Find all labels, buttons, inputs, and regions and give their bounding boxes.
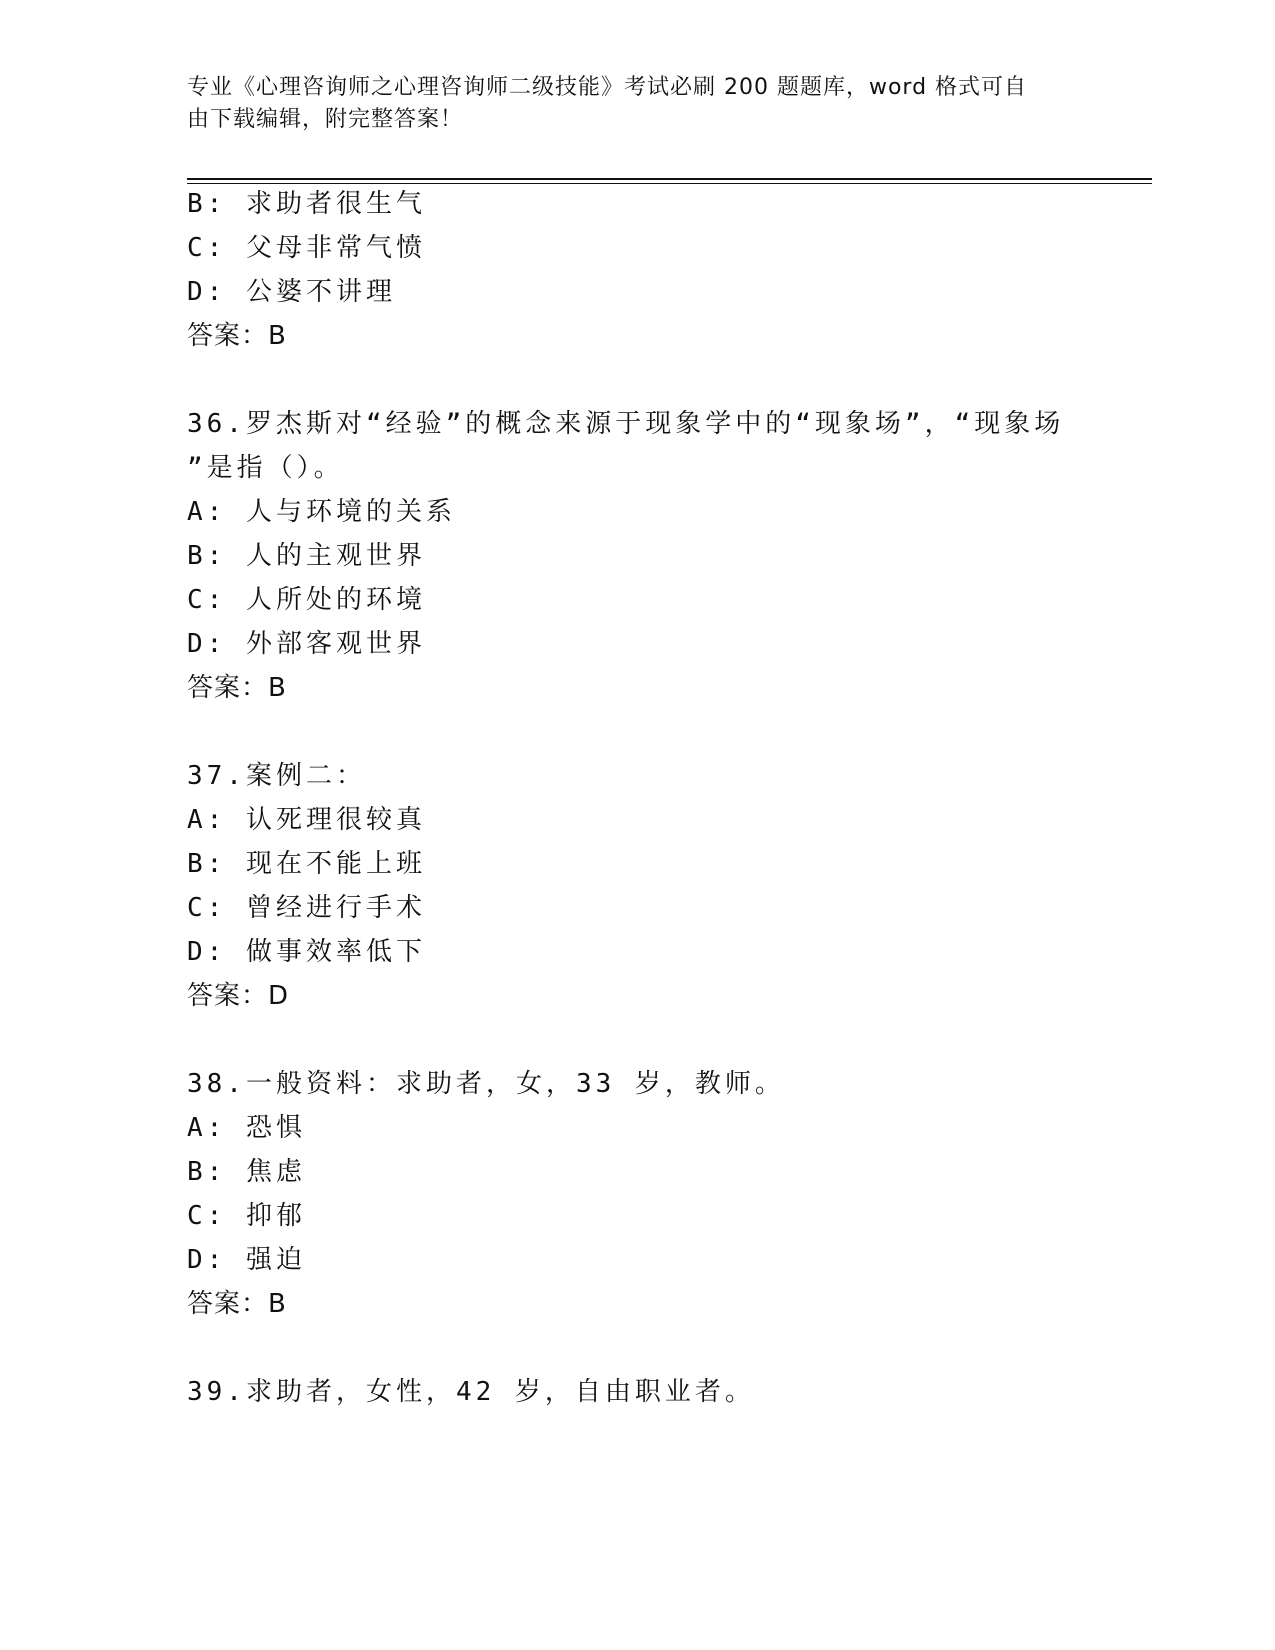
option-b: B: 人的主观世界 bbox=[187, 541, 426, 571]
option-a: A: 恐惧 bbox=[187, 1113, 306, 1143]
question-38-stem: 38.一般资料：求助者，女，33 岁，教师。 bbox=[187, 1069, 785, 1099]
document-header bbox=[187, 72, 1067, 136]
header-divider-thin bbox=[187, 183, 1152, 184]
answer: 答案：D bbox=[187, 981, 290, 1011]
question-36-stem: 36.罗杰斯对“经验”的概念来源于现象学中的“现象场”，“现象场 bbox=[187, 409, 1065, 439]
question-39-stem: 39.求助者，女性，42 岁，自由职业者。 bbox=[187, 1377, 755, 1407]
answer: 答案：B bbox=[187, 321, 287, 351]
option-d: D: 外部客观世界 bbox=[187, 629, 426, 659]
header-divider-thick bbox=[187, 178, 1152, 180]
option-c: C: 人所处的环境 bbox=[187, 585, 426, 615]
option-a: A: 人与环境的关系 bbox=[187, 497, 456, 527]
option-b: B: 焦虑 bbox=[187, 1157, 306, 1187]
answer: 答案：B bbox=[187, 1289, 287, 1319]
option-c: C: 曾经进行手术 bbox=[187, 893, 426, 923]
header-line-1: 专业《心理咨询师之心理咨询师二级技能》考试必刷 200 题题库，word 格式可自 bbox=[187, 75, 1028, 100]
option-d: D: 公婆不讲理 bbox=[187, 277, 396, 307]
option-d: D: 强迫 bbox=[187, 1245, 306, 1275]
question-37-stem: 37.案例二： bbox=[187, 761, 366, 791]
answer: 答案：B bbox=[187, 673, 287, 703]
option-d: D: 做事效率低下 bbox=[187, 937, 426, 967]
option-a: A: 认死理很较真 bbox=[187, 805, 426, 835]
question-36-stem-cont: ”是指（）。 bbox=[187, 453, 344, 483]
option-c: C: 父母非常气愤 bbox=[187, 233, 426, 263]
option-b: B: 现在不能上班 bbox=[187, 849, 426, 879]
option-b: B: 求助者很生气 bbox=[187, 189, 426, 219]
option-c: C: 抑郁 bbox=[187, 1201, 306, 1231]
header-line-2: 由下载编辑，附完整答案！ bbox=[187, 107, 464, 132]
